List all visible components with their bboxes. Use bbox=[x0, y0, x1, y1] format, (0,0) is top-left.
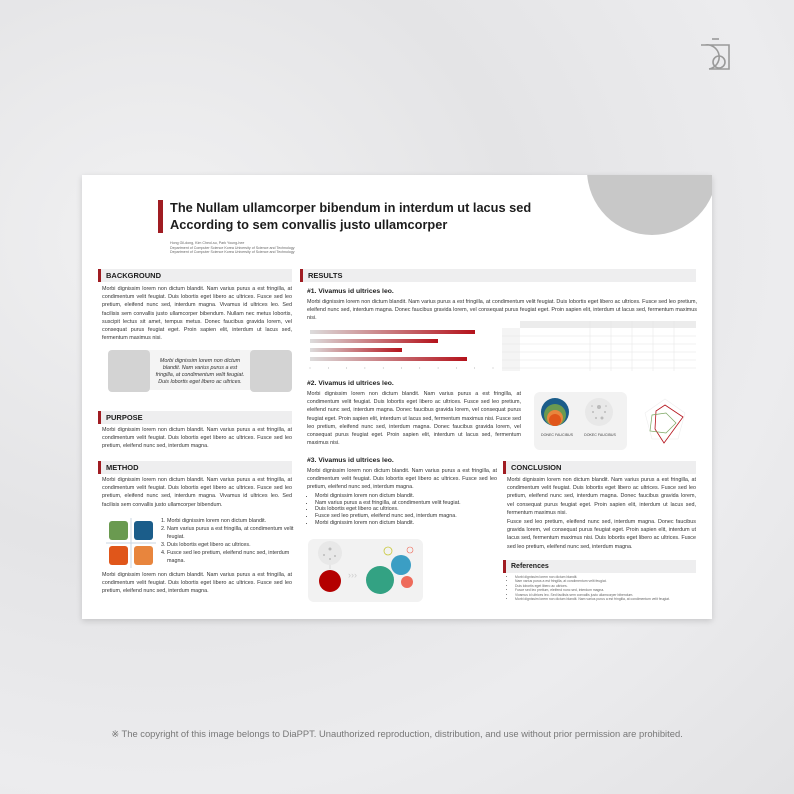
quadrant-blue bbox=[134, 521, 153, 540]
bar bbox=[310, 339, 438, 343]
bullet-item: • Fusce sed leo pretium, eleifend nunc sed, interdum magna. bbox=[315, 513, 497, 520]
result-3-title: #3. Vivamus id ultrices leo. bbox=[307, 457, 394, 464]
bullet-item: • Duis lobortis eget libero ac ultrices. bbox=[315, 506, 497, 513]
authors bbox=[170, 241, 295, 255]
method-steps bbox=[157, 517, 295, 565]
method-step: 1. Morbi dignissim lorem non dictum blandit. bbox=[167, 517, 295, 525]
data-table bbox=[502, 321, 696, 371]
title-line-2: According to sem convallis justo ullamcorper bbox=[170, 216, 448, 232]
bubble-diagram bbox=[308, 539, 423, 602]
purpose-text: Morbi dignissim lorem non dictum blandit. Nam varius purus a est fringilla, at condimentum velit feugiat. Duis lobortis eget libero ac ultrices. Fusce sed leo pretium, eleifend nunc sed, interdum magna. bbox=[102, 427, 292, 450]
affiliation: Department of Computer Science Korea University of Science and Technology bbox=[170, 250, 295, 255]
method-quadrant-diagram bbox=[106, 518, 156, 568]
author-names: Hong Gil-dong, Kim Cheol-su, Park Young-hee bbox=[170, 241, 245, 245]
result-2-title: #2. Vivamus id ultrices leo. bbox=[307, 380, 394, 387]
quadrant-green bbox=[109, 521, 128, 540]
title-line-1: The Nullam ullamcorper bibendum in interdum ut lacus sed bbox=[170, 200, 532, 215]
reference-item: • Duis lobortis eget libero ac ultrices. bbox=[515, 584, 696, 588]
bar-chart-axis bbox=[300, 366, 495, 372]
nested-circles-chart bbox=[540, 397, 570, 427]
references-heading: References bbox=[503, 560, 696, 573]
poster-title bbox=[170, 200, 531, 233]
image-placeholder bbox=[250, 350, 292, 392]
bullet-item: • Morbi dignissim lorem non dictum blandit. bbox=[315, 493, 497, 500]
copyright-notice: ※ The copyright of this image belongs to DiaPPT. Unauthorized reproduction, distribution, and use without prior permission are prohibited. bbox=[111, 728, 683, 739]
method-step: 3. Duis lobortis eget libero ac ultrices. bbox=[167, 541, 295, 549]
diappt-logo-icon bbox=[697, 35, 737, 75]
result-3-bullets bbox=[307, 493, 497, 527]
background-text: Morbi dignissim lorem non dictum blandit. Nam varius purus a est fringilla, at condimentum velit feugiat. Duis lobortis eget libero ac ultrices. Fusce sed leo pretium, eleifend nunc sed, interdum magna. Vivamus id ultrices leo. Sed facilisis sem convallis justo ullamcorper bibendum. Nullam nec metus lobortis, suscipit lectus sit amet, tempus metus. Donec faucibus gravida lorem, vel consequat purus feugiat eget. Proin sapien elit, interdum ut lacus sed, fermentum maximus nisi. bbox=[102, 286, 292, 342]
results-heading: RESULTS bbox=[300, 269, 696, 282]
figure-label-1: DONEC FAUCIBUS bbox=[541, 433, 573, 437]
decorative-circle bbox=[587, 175, 712, 235]
references-list bbox=[507, 575, 696, 601]
figure-label-2: DOKEC FAUCIBUS bbox=[584, 433, 616, 437]
conclusion-text-1: Morbi dignissim lorem non dictum blandit. Nam varius purus a est fringilla, at condimentum velit feugiat. Duis lobortis eget libero ac ultrices. Fusce sed leo pretium, eleifend nunc sed, interdum magna. Donec faucibus gravida lorem, vel consequat purus feugiat eget. Proin sapien elit, interdum ut lacus sed, fermentum maximus nisi. bbox=[507, 477, 696, 516]
method-step: 4. Fusce sed leo pretium, eleifend nunc sed, interdum magna. bbox=[167, 549, 295, 565]
bar bbox=[310, 348, 402, 352]
reference-item: • Morbi dignissim lorem non dictum blandit. bbox=[515, 575, 696, 579]
poster bbox=[82, 175, 712, 619]
bar bbox=[310, 357, 467, 361]
svg-text:›››: ››› bbox=[348, 570, 357, 580]
result-2-text: Morbi dignissim lorem non dictum blandit. Nam varius purus a est fringilla, at condimentum velit feugiat. Duis lobortis eget libero ac ultrices. Fusce sed leo pretium, eleifend nunc sed, interdum magna. Donec faucibus gravida lorem, vel consequat purus feugiat eget. Proin sapien elit, interdum ut lacus sed, fermentum maximus nisi. Fusce sed leo pretium, eleifend nunc sed, interdum magna. Donec faucibus gravida lorem, vel consequat purus feugiat eget. Proin sapien elit, interdum ut lacus sed, fermentum maximus nisi. bbox=[307, 391, 521, 447]
method-heading: METHOD bbox=[98, 461, 292, 474]
title-accent-bar bbox=[158, 200, 163, 233]
method-step: 2. Nam varius purus a est fringilla, at condimentum velit feugiat. bbox=[167, 525, 295, 541]
purpose-heading: PURPOSE bbox=[98, 411, 292, 424]
result-1-title: #1. Vivamus id ultrices leo. bbox=[307, 288, 394, 295]
bullet-item: • Nam varius purus a est fringilla, at condimentum velit feugiat. bbox=[315, 500, 497, 507]
method-text-2: Morbi dignissim lorem non dictum blandit. Nam varius purus a est fringilla, at condimentum velit feugiat. Duis lobortis eget libero ac ultrices. Fusce sed leo pretium, eleifend nunc sed, interdum magna. bbox=[102, 572, 292, 595]
radar-chart bbox=[640, 393, 690, 449]
conclusion-text-2: Fusce sed leo pretium, eleifend nunc sed, interdum magna. Donec faucibus gravida lorem, vel consequat purus feugiat eget. Proin sapien elit, interdum ut lacus sed, fermentum maximus nisi. Duis lobortis eget libero ac ultrices. Fusce sed leo pretium, eleifend nunc sed, interdum magna. bbox=[507, 519, 696, 550]
quadrant-red-orange bbox=[109, 546, 128, 565]
image-placeholder bbox=[108, 350, 150, 392]
reference-item: • Nam varius purus a est fringilla, at condimentum velit feugiat. bbox=[515, 579, 696, 583]
dotted-circle-icon bbox=[584, 397, 614, 427]
conclusion-heading: CONCLUSION bbox=[503, 461, 696, 474]
bar bbox=[310, 330, 475, 334]
reference-item: • Morbi dignissim lorem non dictum blandit. Nam varius purus a est fringilla, at condimentum velit feugiat. bbox=[515, 597, 696, 601]
background-heading: BACKGROUND bbox=[98, 269, 292, 282]
figure-caption: Morbi dignissim lorem non dictum blandit. Nam varius purus a est fringilla, at condimentum velit feugiat. Duis lobortis eget libero ac ultrices. bbox=[155, 358, 245, 385]
bullet-item: • Morbi dignissim lorem non dictum blandit. bbox=[315, 520, 497, 527]
result-3-text: Morbi dignissim lorem non dictum blandit. Nam varius purus a est fringilla, at condimentum velit feugiat. Duis lobortis eget libero ac ultrices. Fusce sed leo pretium, eleifend nunc sed, interdum magna. bbox=[307, 468, 497, 491]
reference-item: • Fusce sed leo pretium, eleifend nunc sed, interdum magna. bbox=[515, 588, 696, 592]
bar-chart bbox=[310, 330, 490, 370]
quadrant-orange bbox=[134, 546, 153, 565]
method-text: Morbi dignissim lorem non dictum blandit. Nam varius purus a est fringilla, at condimentum velit feugiat. Duis lobortis eget libero ac ultrices. Fusce sed leo pretium, eleifend nunc sed, interdum magna. Vivamus id ultrices leo. Sed facilisis sem convallis justo ullamcorper bibendum. bbox=[102, 477, 292, 508]
result-1-text: Morbi dignissim lorem non dictum blandit. Nam varius purus a est fringilla, at condimentum velit feugiat. Duis lobortis eget libero ac ultrices. Fusce sed leo pretium, eleifend nunc sed, interdum magna. Donec faucibus gravida lorem, vel consequat purus feugiat eget. Proin sapien elit, interdum ut lacus sed, fermentum maximus nisi. bbox=[307, 299, 697, 322]
affiliation: Department of Computer Science Korea University of Science and Technology bbox=[170, 245, 295, 250]
reference-item: • Vivamus id ultrices leo. Sed facilisis sem convallis justo ullamcorper bibendum. bbox=[515, 593, 696, 597]
